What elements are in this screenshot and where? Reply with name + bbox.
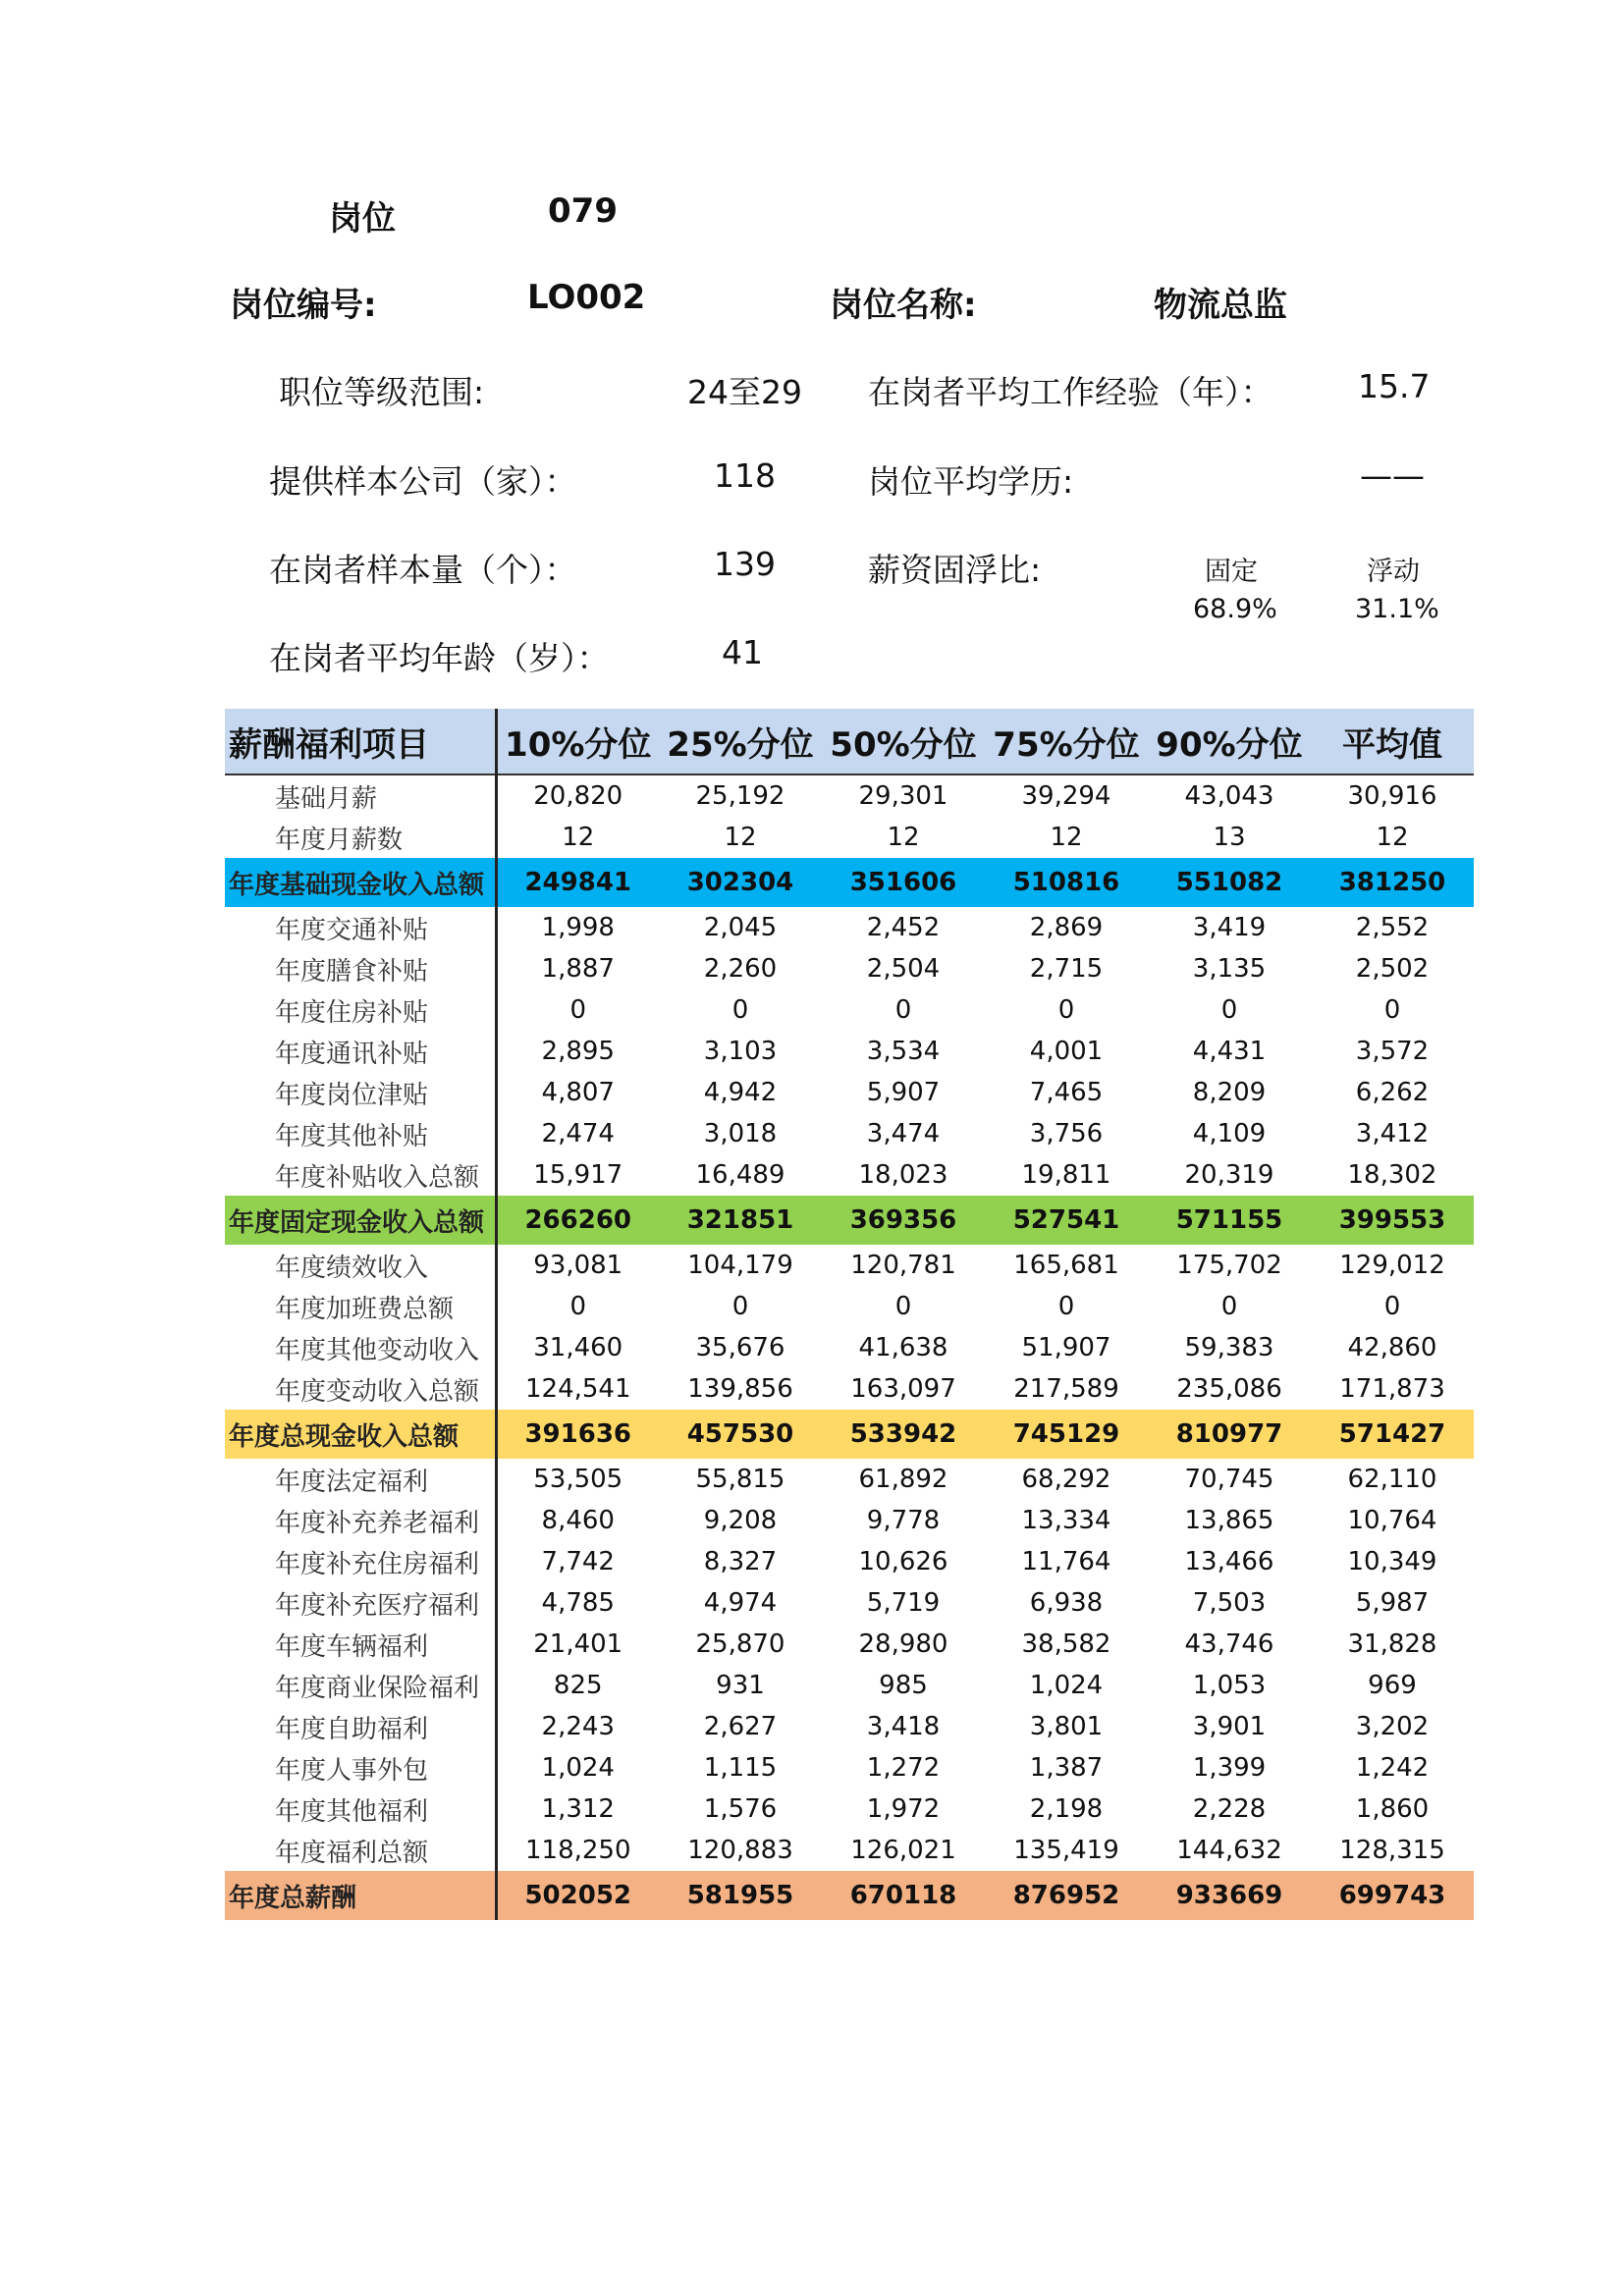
cell-p90: 810977 (1175, 1419, 1283, 1449)
table-row (225, 1706, 1474, 1747)
cell-p50: 3,418 (866, 1712, 941, 1741)
cell-p90: 70,745 (1184, 1465, 1274, 1494)
cell-p50: 369356 (849, 1205, 957, 1235)
cell-p10: 2,895 (541, 1037, 615, 1066)
cell-p75: 38,582 (1021, 1629, 1111, 1659)
row-label: 年度固定现金收入总额 (225, 1196, 496, 1245)
cell-p10: 7,742 (541, 1547, 615, 1576)
cell-p75: 0 (1057, 1292, 1075, 1321)
float-label: 浮动 (1367, 557, 1420, 587)
header-p75: 75%分位 (985, 709, 1148, 774)
table-row (225, 774, 1474, 817)
table-row (225, 907, 1474, 948)
cell-p75: 165,681 (1013, 1251, 1119, 1280)
cell-p50: 1,972 (866, 1794, 941, 1824)
row-label: 年度月薪数 (225, 817, 496, 858)
row-label: 年度补充养老福利 (225, 1500, 496, 1541)
header-p25: 25%分位 (659, 709, 822, 774)
cell-p75: 68,292 (1021, 1465, 1111, 1494)
cell-p25: 55,815 (695, 1465, 785, 1494)
cell-p75: 135,419 (1013, 1836, 1119, 1865)
table-row (225, 948, 1474, 989)
cell-p50: 163,097 (850, 1374, 956, 1404)
fixed-value: 68.9% (1193, 594, 1277, 624)
row-label: 年度补充住房福利 (225, 1541, 496, 1582)
cell-p75: 12 (1050, 823, 1083, 852)
cell-p25: 4,942 (703, 1078, 778, 1107)
cell-average: 3,572 (1355, 1037, 1430, 1066)
cell-average: 62,110 (1347, 1465, 1437, 1494)
cell-p75: 876952 (1012, 1881, 1120, 1910)
cell-average: 381250 (1338, 868, 1446, 897)
cell-p50: 28,980 (858, 1629, 948, 1659)
table-row (225, 1747, 1474, 1789)
header-average: 平均值 (1311, 709, 1474, 774)
header-item: 薪酬福利项目 (225, 709, 496, 774)
cell-p50: 2,452 (866, 913, 941, 942)
cell-p90: 20,319 (1184, 1160, 1274, 1190)
row-label: 年度福利总额 (225, 1830, 496, 1871)
cell-p10: 53,505 (533, 1465, 623, 1494)
table-row (225, 1368, 1474, 1410)
cell-average: 128,315 (1339, 1836, 1445, 1865)
average-age-value: 41 (722, 633, 763, 671)
cell-p10: 21,401 (533, 1629, 623, 1659)
cell-p50: 10,626 (858, 1547, 948, 1576)
table-header-row (225, 709, 1474, 774)
summary-row (225, 1196, 1474, 1245)
cell-p50: 120,781 (850, 1251, 956, 1280)
cell-p50: 1,272 (866, 1753, 941, 1783)
cell-p10: 118,250 (524, 1836, 631, 1865)
cell-p90: 571155 (1175, 1205, 1283, 1235)
cell-p10: 1,998 (541, 913, 615, 942)
cell-p90: 933669 (1175, 1881, 1283, 1910)
cell-p25: 0 (731, 1292, 749, 1321)
cell-p90: 13,865 (1184, 1506, 1274, 1535)
cell-p75: 39,294 (1021, 781, 1111, 811)
header-p10: 10%分位 (496, 709, 659, 774)
cell-p25: 321851 (686, 1205, 794, 1235)
cell-p50: 5,907 (866, 1078, 941, 1107)
table-row (225, 1327, 1474, 1368)
cell-average: 31,828 (1347, 1629, 1437, 1659)
cell-p90: 144,632 (1176, 1836, 1282, 1865)
cell-average: 3,202 (1355, 1712, 1430, 1741)
cell-average: 0 (1383, 1292, 1401, 1321)
table-row (225, 1459, 1474, 1500)
cell-p10: 2,474 (541, 1119, 615, 1148)
float-value: 31.1% (1355, 594, 1439, 624)
summary-row (225, 1410, 1474, 1459)
cell-p75: 510816 (1012, 868, 1120, 897)
table-row (225, 1286, 1474, 1327)
cell-p90: 0 (1220, 995, 1238, 1025)
cell-p10: 249841 (524, 868, 632, 897)
cell-p25: 581955 (686, 1881, 794, 1910)
cell-p25: 35,676 (695, 1333, 785, 1362)
row-label: 年度变动收入总额 (225, 1368, 496, 1410)
table-row (225, 1665, 1474, 1706)
cell-p10: 391636 (524, 1419, 632, 1449)
cell-p25: 2,045 (703, 913, 778, 942)
cell-p10: 20,820 (533, 781, 623, 811)
table-row (225, 1154, 1474, 1196)
cell-p90: 0 (1220, 1292, 1238, 1321)
cell-average: 1,860 (1355, 1794, 1430, 1824)
sample-size-value: 139 (714, 545, 776, 583)
cell-p25: 4,974 (703, 1588, 778, 1618)
table-row (225, 1113, 1474, 1154)
cell-p90: 175,702 (1176, 1251, 1282, 1280)
cell-p10: 1,024 (541, 1753, 615, 1783)
table-row (225, 1789, 1474, 1830)
cell-p50: 985 (879, 1671, 928, 1700)
cell-p25: 12 (724, 823, 757, 852)
row-label: 年度岗位津贴 (225, 1072, 496, 1113)
cell-p25: 120,883 (687, 1836, 793, 1865)
row-label: 年度其他补贴 (225, 1113, 496, 1154)
cell-p50: 670118 (849, 1881, 957, 1910)
row-label: 年度总现金收入总额 (225, 1410, 496, 1459)
cell-p75: 2,715 (1029, 954, 1104, 984)
row-label: 年度绩效收入 (225, 1245, 496, 1286)
cell-p10: 0 (569, 1292, 587, 1321)
cell-average: 2,502 (1355, 954, 1430, 984)
cell-p10: 1,887 (541, 954, 615, 984)
table-row (225, 989, 1474, 1031)
cell-p10: 93,081 (533, 1251, 623, 1280)
cell-p90: 8,209 (1192, 1078, 1267, 1107)
cell-p75: 6,938 (1029, 1588, 1104, 1618)
cell-p75: 2,198 (1029, 1794, 1104, 1824)
experience-label: 在岗者平均工作经验（年）： (868, 373, 1273, 411)
cell-p10: 825 (553, 1671, 603, 1700)
row-label: 年度基础现金收入总额 (225, 858, 496, 907)
row-label: 年度总薪酬 (225, 1871, 496, 1920)
cell-p75: 217,589 (1013, 1374, 1119, 1404)
cell-average: 10,349 (1347, 1547, 1437, 1576)
cell-p10: 4,807 (541, 1078, 615, 1107)
cell-p75: 745129 (1012, 1419, 1120, 1449)
row-label: 基础月薪 (225, 774, 496, 817)
fixed-label: 固定 (1205, 557, 1258, 587)
cell-p90: 4,109 (1192, 1119, 1267, 1148)
cell-p75: 1,387 (1029, 1753, 1104, 1783)
education-label: 岗位平均学历: (868, 462, 1074, 501)
grade-range-label: 职位等级范围: (279, 373, 485, 411)
row-label: 年度其他变动收入 (225, 1327, 496, 1368)
cell-p90: 1,053 (1192, 1671, 1267, 1700)
cell-p75: 3,801 (1029, 1712, 1104, 1741)
cell-average: 699743 (1338, 1881, 1446, 1910)
cell-p50: 29,301 (858, 781, 948, 811)
row-label: 年度车辆福利 (225, 1624, 496, 1665)
cell-average: 30,916 (1347, 781, 1437, 811)
cell-p90: 59,383 (1184, 1333, 1274, 1362)
cell-p75: 0 (1057, 995, 1075, 1025)
cell-p50: 18,023 (858, 1160, 948, 1190)
cell-average: 399553 (1338, 1205, 1446, 1235)
cell-p50: 3,534 (866, 1037, 941, 1066)
cell-p75: 3,756 (1029, 1119, 1104, 1148)
cell-p10: 15,917 (533, 1160, 623, 1190)
row-label: 年度人事外包 (225, 1747, 496, 1789)
cell-p50: 0 (894, 995, 912, 1025)
row-label: 年度自助福利 (225, 1706, 496, 1747)
summary-row (225, 858, 1474, 907)
cell-average: 12 (1376, 823, 1409, 852)
cell-average: 969 (1368, 1671, 1417, 1700)
cell-p90: 551082 (1175, 868, 1283, 897)
cell-p25: 457530 (686, 1419, 794, 1449)
cell-p90: 43,746 (1184, 1629, 1274, 1659)
position-code-value: LO002 (527, 278, 646, 317)
cell-p75: 11,764 (1021, 1547, 1111, 1576)
cell-p50: 3,474 (866, 1119, 941, 1148)
grade-range-value: 24至29 (687, 373, 802, 411)
cell-p25: 2,260 (703, 954, 778, 984)
cell-p90: 4,431 (1192, 1037, 1267, 1066)
summary-row (225, 1871, 1474, 1920)
cell-p75: 1,024 (1029, 1671, 1104, 1700)
cell-p10: 502052 (524, 1881, 632, 1910)
experience-value: 15.7 (1358, 367, 1431, 405)
cell-p25: 931 (716, 1671, 765, 1700)
row-label: 年度法定福利 (225, 1459, 496, 1500)
cell-p75: 4,001 (1029, 1037, 1104, 1066)
cell-p25: 1,576 (703, 1794, 778, 1824)
cell-p50: 533942 (849, 1419, 957, 1449)
cell-p90: 235,086 (1176, 1374, 1282, 1404)
position-name-label: 岗位名称: (830, 286, 977, 325)
cell-p90: 13,466 (1184, 1547, 1274, 1576)
cell-p75: 19,811 (1021, 1160, 1111, 1190)
cell-p90: 1,399 (1192, 1753, 1267, 1783)
cell-p50: 61,892 (858, 1465, 948, 1494)
table-row (225, 817, 1474, 858)
header-p90: 90%分位 (1148, 709, 1311, 774)
cell-p10: 12 (562, 823, 595, 852)
cell-p90: 3,901 (1192, 1712, 1267, 1741)
cell-p75: 13,334 (1021, 1506, 1111, 1535)
cell-p90: 2,228 (1192, 1794, 1267, 1824)
cell-p90: 3,419 (1192, 913, 1267, 942)
cell-average: 42,860 (1347, 1333, 1437, 1362)
cell-average: 1,242 (1355, 1753, 1430, 1783)
row-label: 年度膳食补贴 (225, 948, 496, 989)
row-label: 年度加班费总额 (225, 1286, 496, 1327)
cell-p25: 25,870 (695, 1629, 785, 1659)
cell-p10: 266260 (524, 1205, 632, 1235)
cell-p90: 3,135 (1192, 954, 1267, 984)
cell-average: 0 (1383, 995, 1401, 1025)
salary-table (225, 709, 1474, 1920)
cell-p90: 7,503 (1192, 1588, 1267, 1618)
cell-p10: 0 (569, 995, 587, 1025)
cell-p75: 7,465 (1029, 1078, 1104, 1107)
cell-p10: 2,243 (541, 1712, 615, 1741)
average-age-label: 在岗者平均年龄（岁）： (269, 639, 610, 677)
cell-average: 5,987 (1355, 1588, 1430, 1618)
cell-p10: 8,460 (541, 1506, 615, 1535)
table-row (225, 1830, 1474, 1871)
sample-companies-value: 118 (714, 456, 776, 495)
table-row (225, 1541, 1474, 1582)
cell-p10: 31,460 (533, 1333, 623, 1362)
cell-average: 6,262 (1355, 1078, 1430, 1107)
cell-p25: 16,489 (695, 1160, 785, 1190)
cell-p90: 13 (1213, 823, 1246, 852)
cell-p25: 104,179 (687, 1251, 793, 1280)
cell-p25: 1,115 (703, 1753, 778, 1783)
cell-average: 3,412 (1355, 1119, 1430, 1148)
position-label: 岗位 (329, 199, 396, 239)
cell-p75: 51,907 (1021, 1333, 1111, 1362)
sample-size-label: 在岗者样本量（个）： (269, 551, 577, 589)
cell-average: 171,873 (1339, 1374, 1445, 1404)
table-body (225, 774, 1474, 1920)
table-row (225, 1624, 1474, 1665)
cell-p50: 2,504 (866, 954, 941, 984)
cell-p90: 43,043 (1184, 781, 1274, 811)
cell-p10: 4,785 (541, 1588, 615, 1618)
cell-p50: 5,719 (866, 1588, 941, 1618)
cell-p50: 9,778 (866, 1506, 941, 1535)
position-value: 079 (548, 191, 618, 231)
table-row (225, 1582, 1474, 1624)
cell-p10: 124,541 (524, 1374, 631, 1404)
cell-p50: 41,638 (858, 1333, 948, 1362)
row-label: 年度商业保险福利 (225, 1665, 496, 1706)
position-name-value: 物流总监 (1154, 286, 1287, 325)
cell-p25: 25,192 (695, 781, 785, 811)
cell-p75: 527541 (1012, 1205, 1120, 1235)
cell-p75: 2,869 (1029, 913, 1104, 942)
cell-average: 129,012 (1339, 1251, 1445, 1280)
cell-p50: 126,021 (850, 1836, 956, 1865)
table-row (225, 1500, 1474, 1541)
row-label: 年度补充医疗福利 (225, 1582, 496, 1624)
cell-p10: 1,312 (541, 1794, 615, 1824)
pay-ratio-label: 薪资固浮比: (868, 551, 1042, 589)
cell-p25: 9,208 (703, 1506, 778, 1535)
cell-p50: 351606 (849, 868, 957, 897)
table-row (225, 1245, 1474, 1286)
education-value: —— (1360, 456, 1425, 495)
cell-p25: 3,103 (703, 1037, 778, 1066)
row-label: 年度交通补贴 (225, 907, 496, 948)
cell-average: 18,302 (1347, 1160, 1437, 1190)
cell-p25: 302304 (686, 868, 794, 897)
header-p50: 50%分位 (822, 709, 985, 774)
row-label: 年度住房补贴 (225, 989, 496, 1031)
row-label: 年度通讯补贴 (225, 1031, 496, 1072)
cell-average: 571427 (1338, 1419, 1446, 1449)
position-code-label: 岗位编号: (230, 286, 377, 325)
sample-companies-label: 提供样本公司（家）： (269, 462, 577, 501)
cell-p25: 3,018 (703, 1119, 778, 1148)
row-label: 年度补贴收入总额 (225, 1154, 496, 1196)
row-label: 年度其他福利 (225, 1789, 496, 1830)
cell-p25: 8,327 (703, 1547, 778, 1576)
cell-p25: 139,856 (687, 1374, 793, 1404)
cell-p50: 0 (894, 1292, 912, 1321)
cell-p50: 12 (887, 823, 920, 852)
table-row (225, 1072, 1474, 1113)
cell-average: 10,764 (1347, 1506, 1437, 1535)
cell-p25: 0 (731, 995, 749, 1025)
cell-average: 2,552 (1355, 913, 1430, 942)
table-row (225, 1031, 1474, 1072)
cell-p25: 2,627 (703, 1712, 778, 1741)
